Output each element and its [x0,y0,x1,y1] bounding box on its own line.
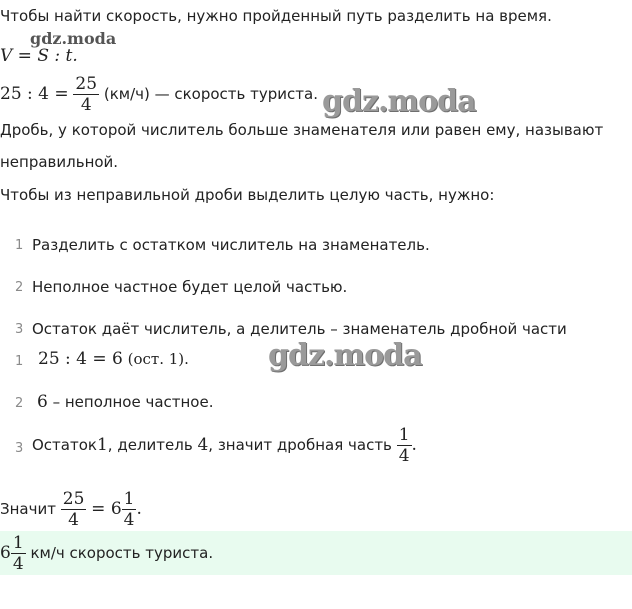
answer-whole: 6 [0,543,11,563]
solution-step-2 [37,392,214,412]
answer-fraction [11,533,26,574]
fraction-num: 25 [62,489,85,509]
rule-step-text: Разделить с остатком числитель на знаменатель. [32,236,430,254]
rule-step-number: 1 [15,238,24,253]
solution-step-3 [32,425,417,466]
solution-step-3-fraction [397,425,412,466]
conclusion-pre: Значит [0,500,56,518]
intro-text: Чтобы найти скорость, нужно пройденный путь разделить на время. [0,7,552,25]
solution-step-3-end: . [411,435,417,455]
conclusion-eq: = 6 [91,499,122,519]
solution-step-3-mid1: , делитель [107,436,193,454]
solution-step-number: 1 [15,354,24,369]
solution-step-number: 2 [15,396,24,411]
answer-text: км/ч скорость туриста. [30,544,214,562]
rule-step-number: 3 [15,322,24,337]
rule-step-text: Неполное частное будет целой частью. [32,278,348,296]
speed-formula: V = S : t. [0,46,78,66]
definition-line-2: неправильной. [0,153,119,171]
conclusion-fraction-1 [61,489,87,530]
fraction-den: 4 [12,554,24,574]
fraction-num: 1 [12,533,24,553]
solution-step-3-v1: 1 [96,435,108,455]
watermark-small: gdz.moda [30,29,117,48]
fraction-den: 4 [68,510,79,530]
fraction-den: 4 [123,510,135,530]
fraction-den: 4 [398,446,410,466]
fraction-num: 1 [398,425,410,445]
rule-step-number: 2 [15,280,24,295]
calc-line [0,74,318,115]
calc-rest: (км/ч) — скорость туриста. [103,85,318,103]
solution-step-1-rest: (ост. 1). [127,350,189,368]
calc-fraction-num: 25 [75,74,98,94]
solution-step-2-rest: – неполное частное. [52,393,214,411]
rule-step-text: Остаток даёт числитель, а делитель – знаменатель дробной части [32,320,567,338]
answer-line [0,533,213,574]
rule-intro: Чтобы из неправильной дроби выделить целую часть, нужно: [0,186,495,204]
conclusion-end: . [136,499,142,519]
watermark-big-2: gdz.moda [268,338,422,373]
solution-step-1-math: 25 : 4 = 6 [38,349,123,369]
watermark-big-1: gdz.moda [322,84,476,119]
solution-step-1 [38,349,189,369]
definition-line-1: Дробь, у которой числитель больше знаменателя или равен ему, называют [0,121,604,139]
conclusion-line [0,489,142,530]
calc-fraction [73,74,99,115]
calc-fraction-den: 4 [80,95,92,115]
fraction-num: 1 [123,489,135,509]
conclusion-fraction-2 [122,489,137,530]
solution-step-2-math: 6 [37,392,48,412]
solution-step-number: 3 [15,441,24,456]
solution-step-3-v2: 4 [197,435,209,455]
solution-step-3-mid2: , значит дробная часть [208,436,392,454]
calc-lhs: 25 : 4 = [0,84,69,104]
solution-step-3-pre: Остаток [32,436,97,454]
